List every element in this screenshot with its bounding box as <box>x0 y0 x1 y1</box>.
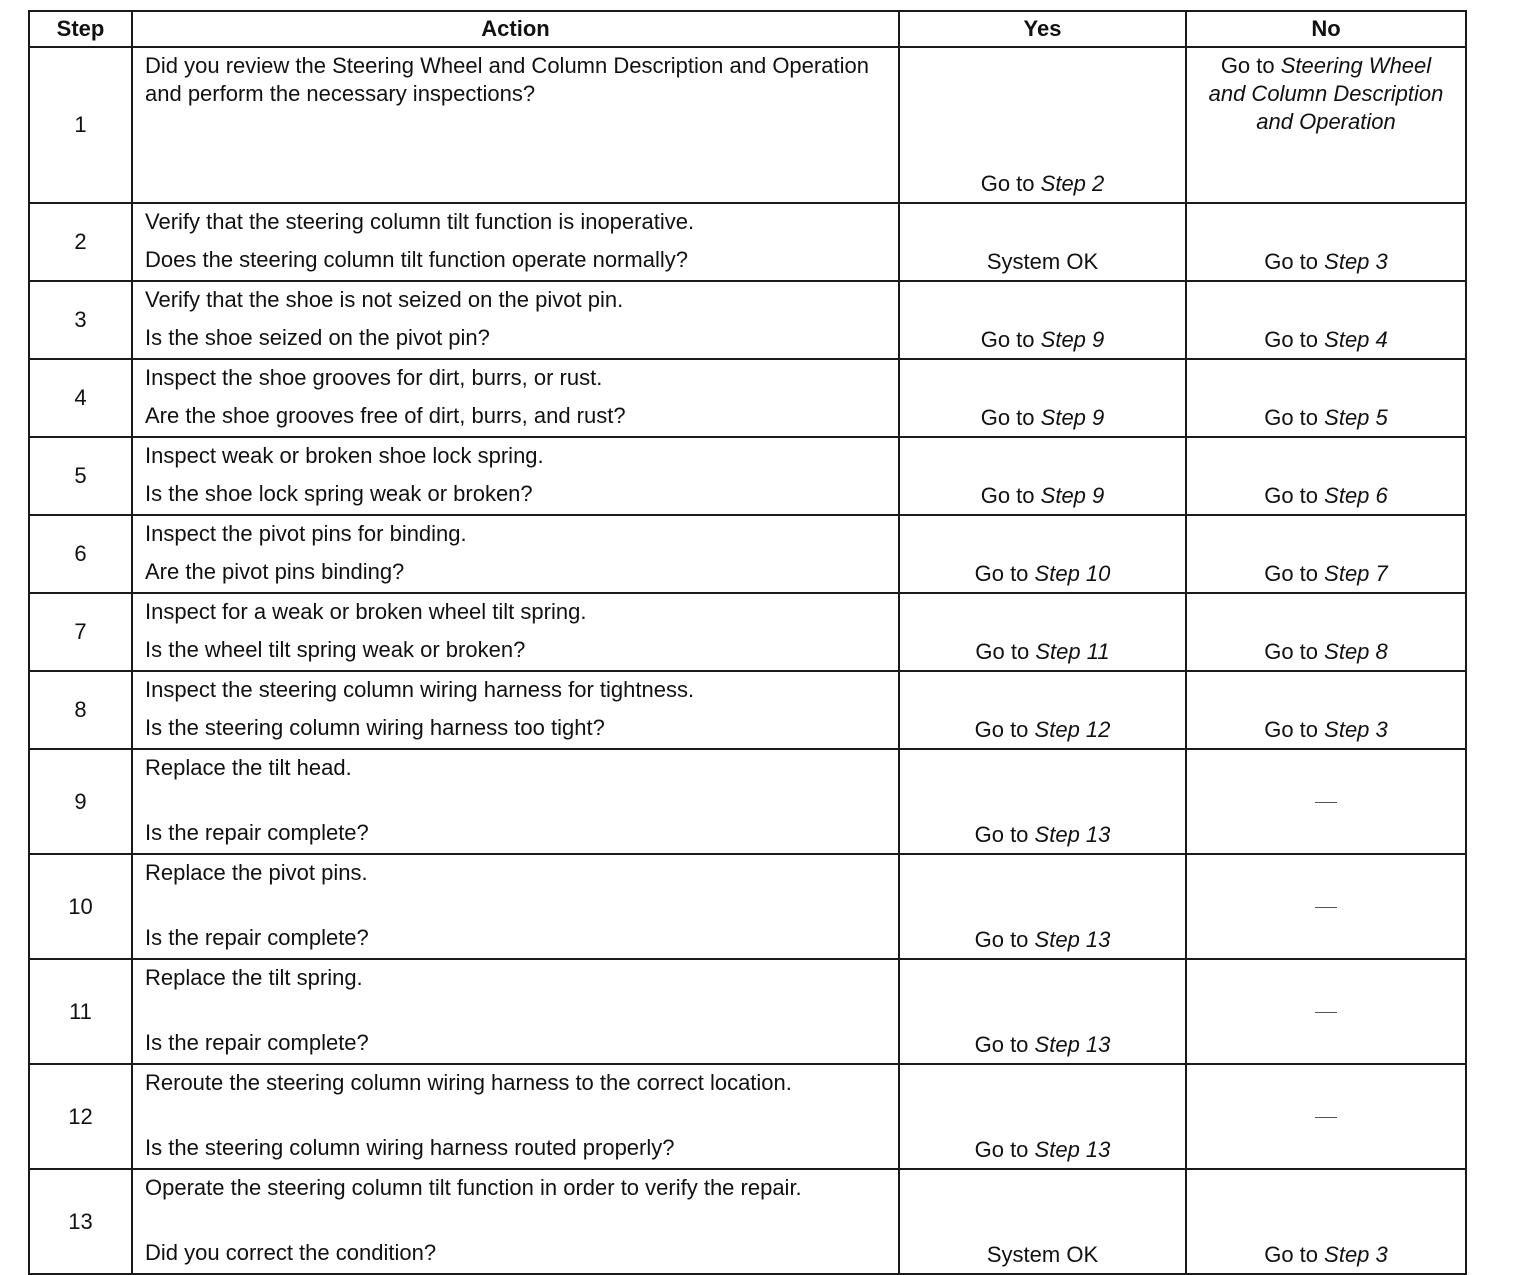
action-question: Is the steering column wiring harness too tight? <box>145 715 605 740</box>
table-row <box>29 281 1466 359</box>
yes-target: Step 13 <box>1034 927 1111 952</box>
no-target: Step 8 <box>1324 639 1388 664</box>
no-prefix: Go to <box>1264 561 1319 586</box>
no-target: Step 6 <box>1324 483 1388 508</box>
header-action: Action <box>132 11 899 47</box>
yes-prefix: Go to <box>975 639 1030 664</box>
yes-cell: System OK <box>899 203 1186 281</box>
action-cell <box>132 1169 899 1274</box>
action-cell <box>132 749 899 854</box>
no-cell <box>1186 749 1466 854</box>
no-target: Step 3 <box>1324 717 1388 742</box>
table-row <box>29 593 1466 671</box>
step-number: 1 <box>29 47 132 203</box>
step-number: 13 <box>29 1169 132 1274</box>
step-number: 2 <box>29 203 132 281</box>
yes-prefix: Go to <box>974 927 1029 952</box>
diagnostic-table <box>28 10 1467 1275</box>
yes-cell <box>899 854 1186 959</box>
no-cell <box>1186 359 1466 437</box>
step-number: 9 <box>29 749 132 854</box>
no-target: Step 7 <box>1324 561 1388 586</box>
no-cell <box>1186 281 1466 359</box>
no-cell <box>1186 671 1466 749</box>
action-question: Is the shoe seized on the pivot pin? <box>145 325 490 350</box>
yes-target: Step 13 <box>1034 1137 1111 1162</box>
yes-target: Step 13 <box>1034 822 1111 847</box>
yes-prefix: Go to <box>974 1032 1029 1057</box>
yes-cell <box>899 671 1186 749</box>
action-cell <box>132 515 899 593</box>
yes-prefix: Go to <box>974 822 1029 847</box>
action-instruction: Reroute the steering column wiring harness to the correct location. <box>145 1070 792 1095</box>
yes-cell <box>899 359 1186 437</box>
yes-prefix: Go to <box>974 561 1029 586</box>
action-cell <box>132 359 899 437</box>
no-cell <box>1186 959 1466 1064</box>
no-target: Steering Wheel and Column Description and Operation <box>1208 53 1444 134</box>
yes-target: Step 11 <box>1035 639 1110 664</box>
yes-cell <box>899 593 1186 671</box>
no-cell <box>1186 437 1466 515</box>
header-yes: Yes <box>899 11 1186 47</box>
yes-prefix: Go to <box>980 171 1035 196</box>
action-question: Are the shoe grooves free of dirt, burrs, and rust? <box>145 403 626 428</box>
yes-cell <box>899 749 1186 854</box>
step-number: 3 <box>29 281 132 359</box>
action-cell <box>132 854 899 959</box>
dash-mark <box>1315 907 1337 908</box>
yes-cell <box>899 281 1186 359</box>
step-number: 11 <box>29 959 132 1064</box>
action-instruction: Inspect the shoe grooves for dirt, burrs, or rust. <box>145 365 603 390</box>
action-instruction: Inspect the pivot pins for binding. <box>145 521 467 546</box>
yes-cell <box>899 959 1186 1064</box>
no-prefix: Go to <box>1264 483 1319 508</box>
action-question: Does the steering column tilt function operate normally? <box>145 247 688 272</box>
yes-cell: System OK <box>899 1169 1186 1274</box>
step-number: 4 <box>29 359 132 437</box>
action-question: Is the shoe lock spring weak or broken? <box>145 481 533 506</box>
no-cell <box>1186 515 1466 593</box>
dash-mark <box>1315 802 1337 803</box>
action-instruction: Verify that the shoe is not seized on the pivot pin. <box>145 287 624 312</box>
no-prefix: Go to <box>1264 249 1319 274</box>
action-cell <box>132 437 899 515</box>
action-instruction: Operate the steering column tilt function in order to verify the repair. <box>145 1175 802 1200</box>
no-cell <box>1186 203 1466 281</box>
no-cell <box>1186 1169 1466 1274</box>
yes-target: Step 9 <box>1040 405 1105 430</box>
yes-target: Step 13 <box>1034 1032 1111 1057</box>
action-question: Did you correct the condition? <box>145 1240 437 1265</box>
action-instruction: Inspect weak or broken shoe lock spring. <box>145 443 544 468</box>
table-row <box>29 203 1466 281</box>
step-number: 12 <box>29 1064 132 1169</box>
no-prefix: Go to <box>1264 1242 1319 1267</box>
step-number: 7 <box>29 593 132 671</box>
step-number: 5 <box>29 437 132 515</box>
yes-cell <box>899 1064 1186 1169</box>
table-row <box>29 1064 1466 1169</box>
action-question: Is the repair complete? <box>145 925 369 950</box>
table-row <box>29 437 1466 515</box>
yes-prefix: Go to <box>980 405 1035 430</box>
no-cell <box>1186 1064 1466 1169</box>
no-prefix: Go to <box>1264 327 1319 352</box>
table-row <box>29 959 1466 1064</box>
action-instruction: Replace the tilt spring. <box>145 965 363 990</box>
table-row <box>29 671 1466 749</box>
table-row <box>29 47 1466 203</box>
action-question: Are the pivot pins binding? <box>145 559 405 584</box>
action-instruction: Verify that the steering column tilt function is inoperative. <box>145 209 695 234</box>
no-prefix: Go to <box>1264 717 1319 742</box>
action-instruction: Did you review the Steering Wheel and Column Description and Operation and perform the necessary inspections? <box>145 53 869 106</box>
yes-target: Step 9 <box>1040 483 1105 508</box>
action-question: Is the repair complete? <box>145 820 369 845</box>
yes-cell <box>899 47 1186 203</box>
header-step: Step <box>29 11 132 47</box>
table-row <box>29 359 1466 437</box>
action-cell <box>132 47 899 203</box>
yes-target: Step 2 <box>1040 171 1105 196</box>
table-row <box>29 749 1466 854</box>
no-target: Step 4 <box>1324 327 1388 352</box>
no-target: Step 5 <box>1324 405 1388 430</box>
action-question: Is the repair complete? <box>145 1030 369 1055</box>
step-number: 6 <box>29 515 132 593</box>
action-instruction: Replace the pivot pins. <box>145 860 368 885</box>
yes-prefix: Go to <box>974 717 1029 742</box>
dash-mark <box>1315 1012 1337 1013</box>
action-cell <box>132 671 899 749</box>
yes-prefix: Go to <box>980 483 1035 508</box>
yes-cell <box>899 437 1186 515</box>
yes-prefix: Go to <box>974 1137 1029 1162</box>
no-prefix: Go to <box>1220 53 1275 78</box>
header-no: No <box>1186 11 1466 47</box>
no-prefix: Go to <box>1264 405 1319 430</box>
table-row <box>29 854 1466 959</box>
no-prefix: Go to <box>1264 639 1319 664</box>
action-question: Is the steering column wiring harness routed properly? <box>145 1135 675 1160</box>
no-cell <box>1186 47 1466 203</box>
table-row <box>29 515 1466 593</box>
yes-target: Step 10 <box>1034 561 1111 586</box>
action-instruction: Inspect the steering column wiring harness for tightness. <box>145 677 695 702</box>
yes-target: Step 12 <box>1034 717 1111 742</box>
action-cell <box>132 959 899 1064</box>
no-target: Step 3 <box>1324 249 1388 274</box>
action-instruction: Inspect for a weak or broken wheel tilt spring. <box>145 599 587 624</box>
action-cell <box>132 281 899 359</box>
yes-target: Step 9 <box>1040 327 1105 352</box>
action-cell <box>132 1064 899 1169</box>
no-cell <box>1186 593 1466 671</box>
yes-prefix: Go to <box>980 327 1035 352</box>
no-target: Step 3 <box>1324 1242 1388 1267</box>
no-cell <box>1186 854 1466 959</box>
table-row <box>29 1169 1466 1274</box>
step-number: 8 <box>29 671 132 749</box>
step-number: 10 <box>29 854 132 959</box>
dash-mark <box>1315 1117 1337 1118</box>
yes-cell <box>899 515 1186 593</box>
action-cell <box>132 593 899 671</box>
table-header-row <box>29 11 1466 47</box>
action-instruction: Replace the tilt head. <box>145 755 352 780</box>
action-cell <box>132 203 899 281</box>
action-question: Is the wheel tilt spring weak or broken? <box>145 637 526 662</box>
